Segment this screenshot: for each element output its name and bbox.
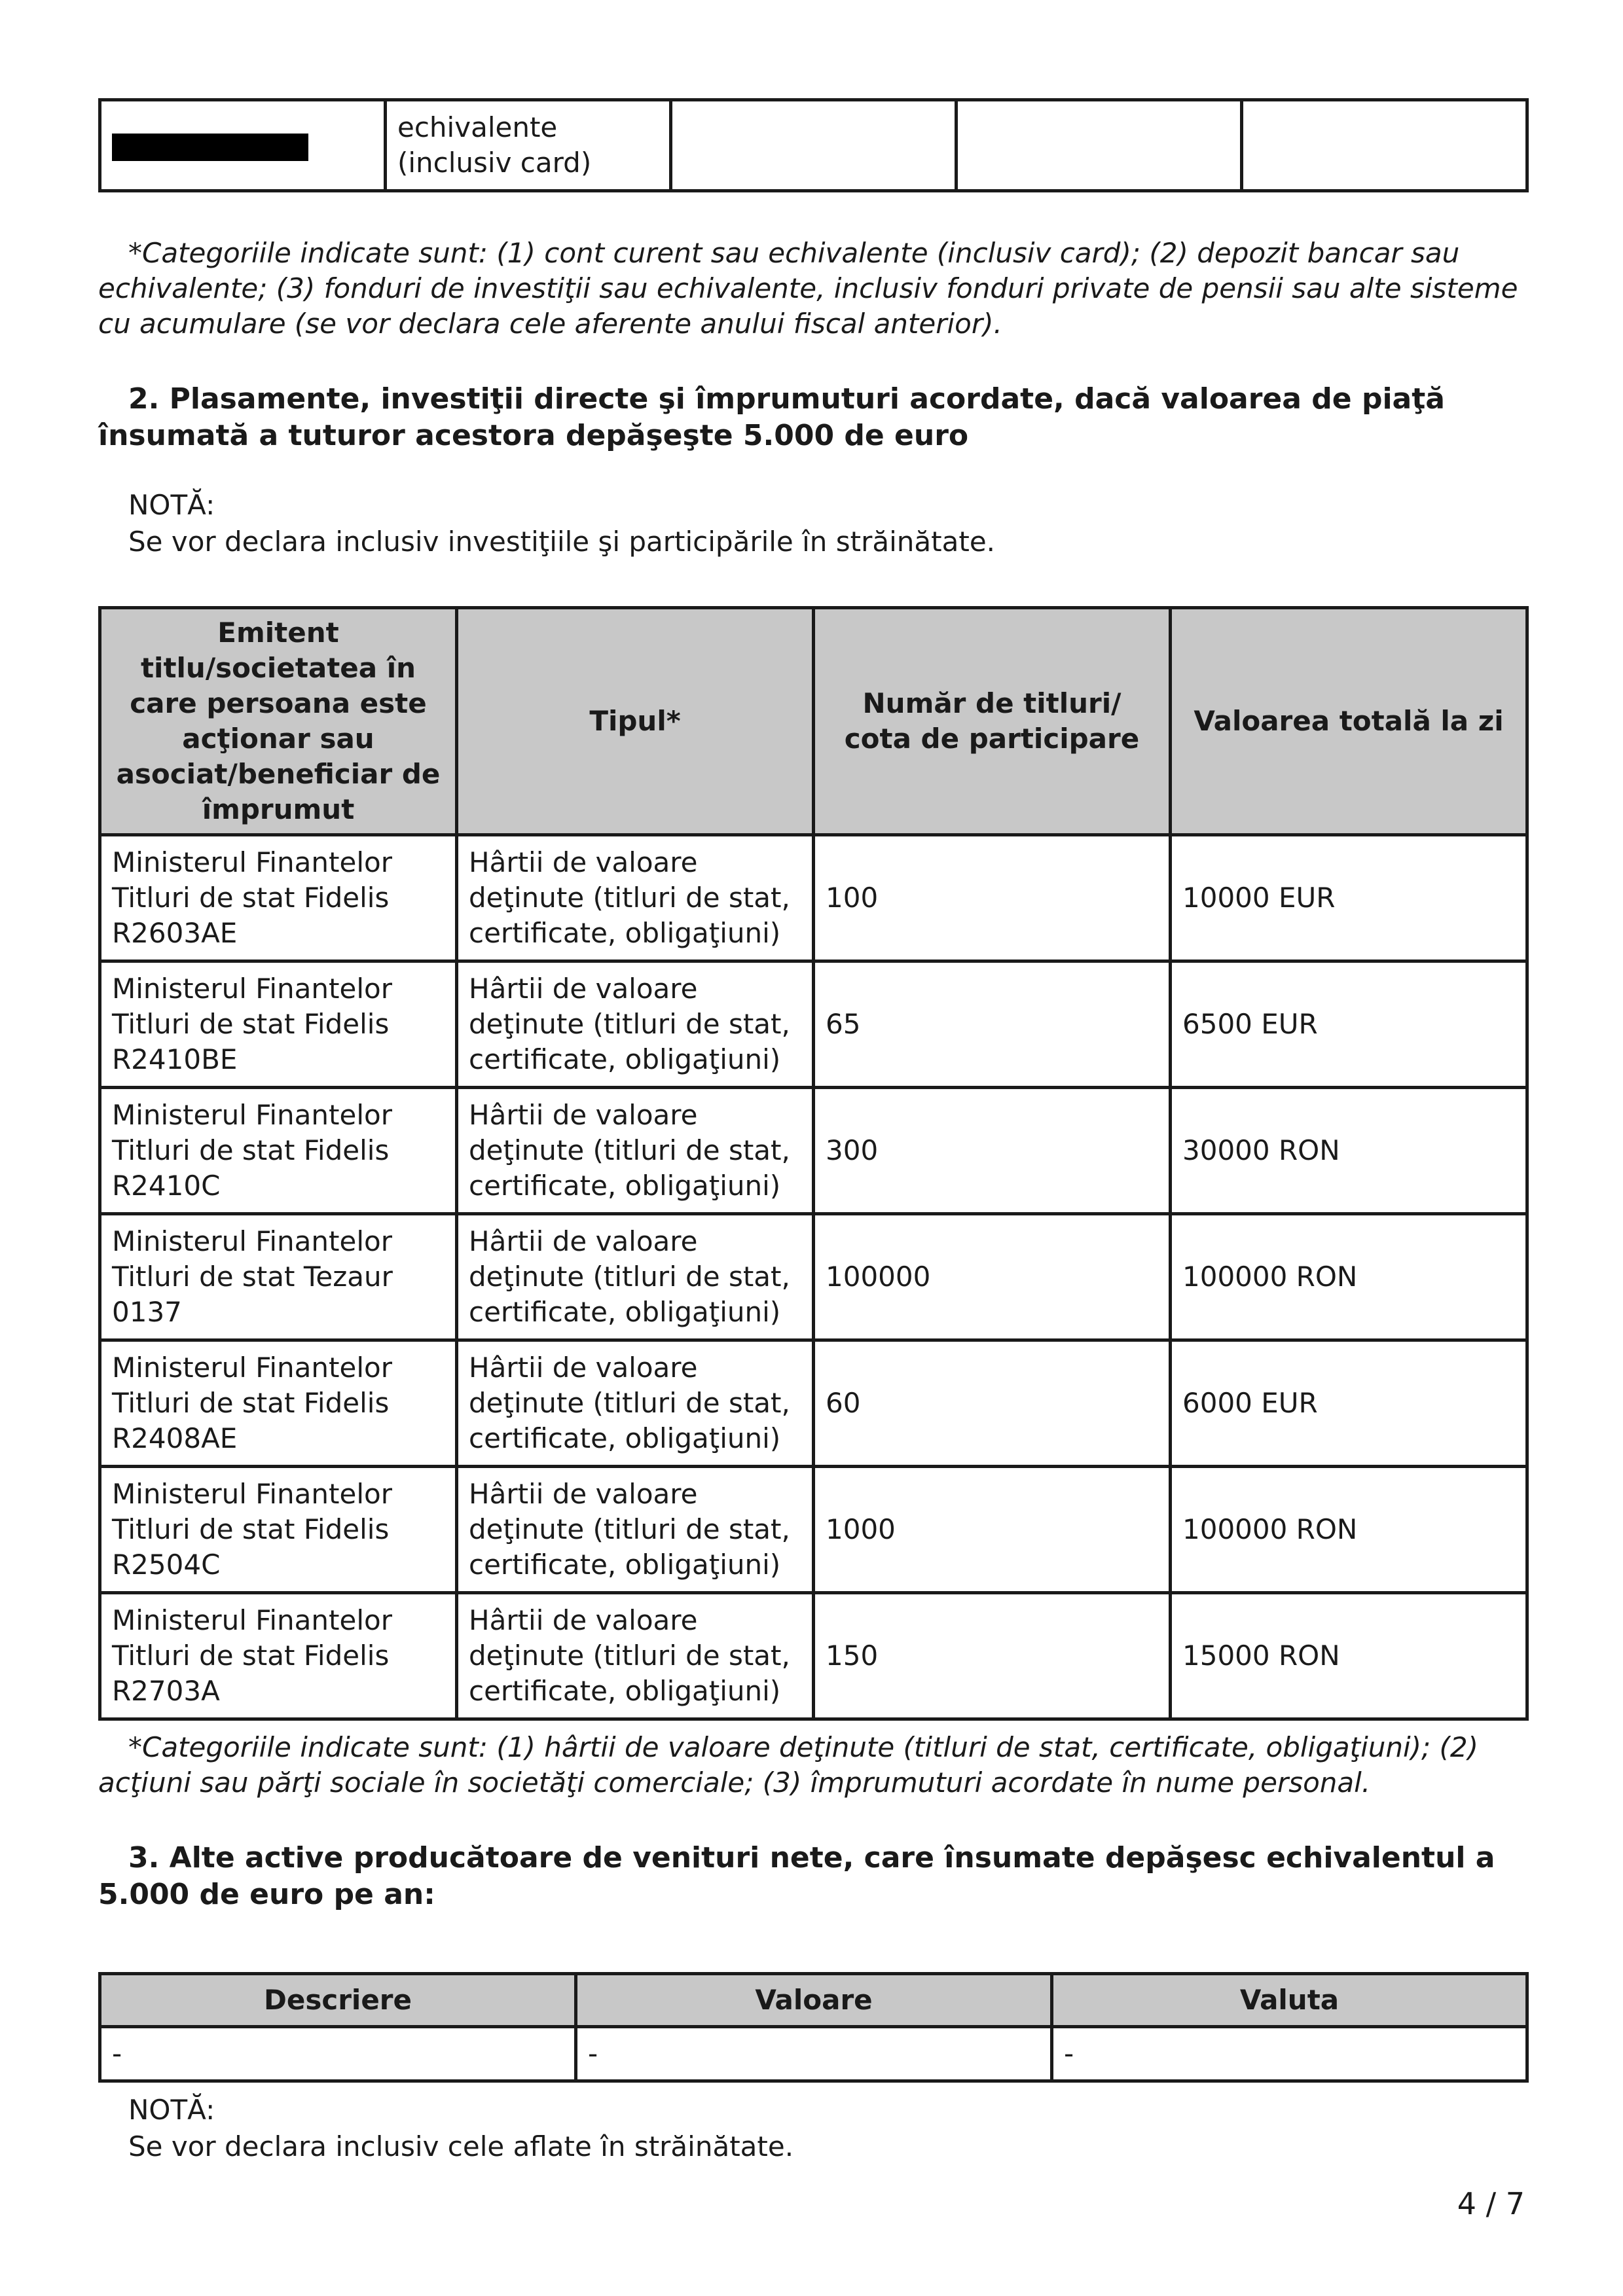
cell-valoare: 6000 EUR <box>1171 1340 1527 1467</box>
cell-valuta: - <box>1052 2027 1527 2081</box>
cell-emitent: Ministerul Finantelor Titluri de stat Fidelis R2504C <box>100 1467 457 1593</box>
cell-tipul: Hârtii de valoare deţinute (titluri de stat, certificate, obligaţiuni) <box>457 1593 814 1719</box>
header-valoarea-totala: Valoarea totală la zi <box>1171 608 1527 835</box>
table-row <box>100 100 1527 191</box>
table-row <box>100 1088 1527 1214</box>
cell-numar: 300 <box>814 1088 1171 1214</box>
cell-numar: 100000 <box>814 1214 1171 1340</box>
footnote-categories-1: *Categoriile indicate sunt: (1) cont curent sau echivalente (inclusiv card); (2) depozit bancar sau echivalente; (3) fonduri de investiţii sau echivalente, inclusiv fonduri private de pensii sau alte sisteme cu acumulare (se vor declara cele aferente anului fiscal anterior). <box>98 237 1518 340</box>
nota-text: Se vor declara inclusiv investiţiile şi participările în străinătate. <box>128 526 996 558</box>
cell-descriere: - <box>100 2027 576 2081</box>
cell-tipul: Hârtii de valoare deţinute (titluri de stat, certificate, obligaţiuni) <box>457 835 814 961</box>
cell-emitent: Ministerul Finantelor Titluri de stat Fidelis R2703A <box>100 1593 457 1719</box>
header-emitent: Emitent titlu/societatea în care persoana este acţionar sau asociat/beneficiar de împrumut <box>100 608 457 835</box>
cell-emitent: Ministerul Finantelor Titluri de stat Fidelis R2410C <box>100 1088 457 1214</box>
redacted-cell <box>100 100 386 191</box>
table-row <box>100 1593 1527 1719</box>
table-row <box>100 835 1527 961</box>
investments-table <box>98 606 1529 1721</box>
section-2-title: 2. Plasamente, investiţii directe şi împrumuturi acordate, dacă valoarea de piaţă însumată a tuturor acestora depăşeşte 5.000 de euro <box>98 382 1445 452</box>
table-row <box>100 961 1527 1088</box>
table-header-row <box>100 608 1527 835</box>
table-cell <box>957 100 1242 191</box>
cell-tipul: Hârtii de valoare deţinute (titluri de stat, certificate, obligaţiuni) <box>457 1467 814 1593</box>
other-assets-table <box>98 1972 1529 2083</box>
cell-numar: 65 <box>814 961 1171 1088</box>
cell-emitent: Ministerul Finantelor Titluri de stat Fidelis R2603AE <box>100 835 457 961</box>
header-valuta: Valuta <box>1052 1974 1527 2027</box>
table-cell <box>1242 100 1527 191</box>
nota-label: NOTĂ: <box>128 2094 215 2126</box>
table-row <box>100 1340 1527 1467</box>
cell-valoare: - <box>576 2027 1052 2081</box>
cell-valoare: 15000 RON <box>1171 1593 1527 1719</box>
cell-emitent: Ministerul Finantelor Titluri de stat Tezaur 0137 <box>100 1214 457 1340</box>
document-page <box>98 98 1525 2165</box>
footnote-categories-2: *Categoriile indicate sunt: (1) hârtii de valoare deţinute (titluri de stat, certificate, obligaţiuni); (2) acţiuni sau părţi sociale în societăţi comerciale; (3) împrumuturi acordate în nume personal. <box>98 1731 1479 1799</box>
cell-numar: 150 <box>814 1593 1171 1719</box>
cell-numar: 100 <box>814 835 1171 961</box>
table-cell: echivalente (inclusiv card) <box>386 100 671 191</box>
cell-tipul: Hârtii de valoare deţinute (titluri de stat, certificate, obligaţiuni) <box>457 1088 814 1214</box>
header-descriere: Descriere <box>100 1974 576 2027</box>
table-row <box>100 1214 1527 1340</box>
table-cell <box>671 100 957 191</box>
cell-valoare: 10000 EUR <box>1171 835 1527 961</box>
table-row <box>100 1467 1527 1593</box>
cell-numar: 1000 <box>814 1467 1171 1593</box>
cell-tipul: Hârtii de valoare deţinute (titluri de stat, certificate, obligaţiuni) <box>457 1214 814 1340</box>
cell-valoare: 100000 RON <box>1171 1467 1527 1593</box>
nota-label: NOTĂ: <box>128 489 215 521</box>
section-3-title: 3. Alte active producătoare de venituri nete, care însumate depăşesc echivalentul a 5.000 de euro pe an: <box>98 1841 1495 1911</box>
cell-emitent: Ministerul Finantelor Titluri de stat Fidelis R2410BE <box>100 961 457 1088</box>
header-numar-titluri: Număr de titluri/ cota de participare <box>814 608 1171 835</box>
redaction-bar <box>112 134 308 161</box>
cell-numar: 60 <box>814 1340 1171 1467</box>
table-row <box>100 2027 1527 2081</box>
cell-emitent: Ministerul Finantelor Titluri de stat Fidelis R2408AE <box>100 1340 457 1467</box>
header-tipul: Tipul* <box>457 608 814 835</box>
cell-tipul: Hârtii de valoare deţinute (titluri de stat, certificate, obligaţiuni) <box>457 1340 814 1467</box>
cell-tipul: Hârtii de valoare deţinute (titluri de stat, certificate, obligaţiuni) <box>457 961 814 1088</box>
cell-valoare: 6500 EUR <box>1171 961 1527 1088</box>
header-valoare: Valoare <box>576 1974 1052 2027</box>
page-number: 4 / 7 <box>1457 2186 1525 2221</box>
accounts-table-continuation <box>98 98 1529 192</box>
nota-text: Se vor declara inclusiv cele aflate în străinătate. <box>128 2130 794 2162</box>
table-header-row <box>100 1974 1527 2027</box>
cell-valoare: 30000 RON <box>1171 1088 1527 1214</box>
cell-valoare: 100000 RON <box>1171 1214 1527 1340</box>
